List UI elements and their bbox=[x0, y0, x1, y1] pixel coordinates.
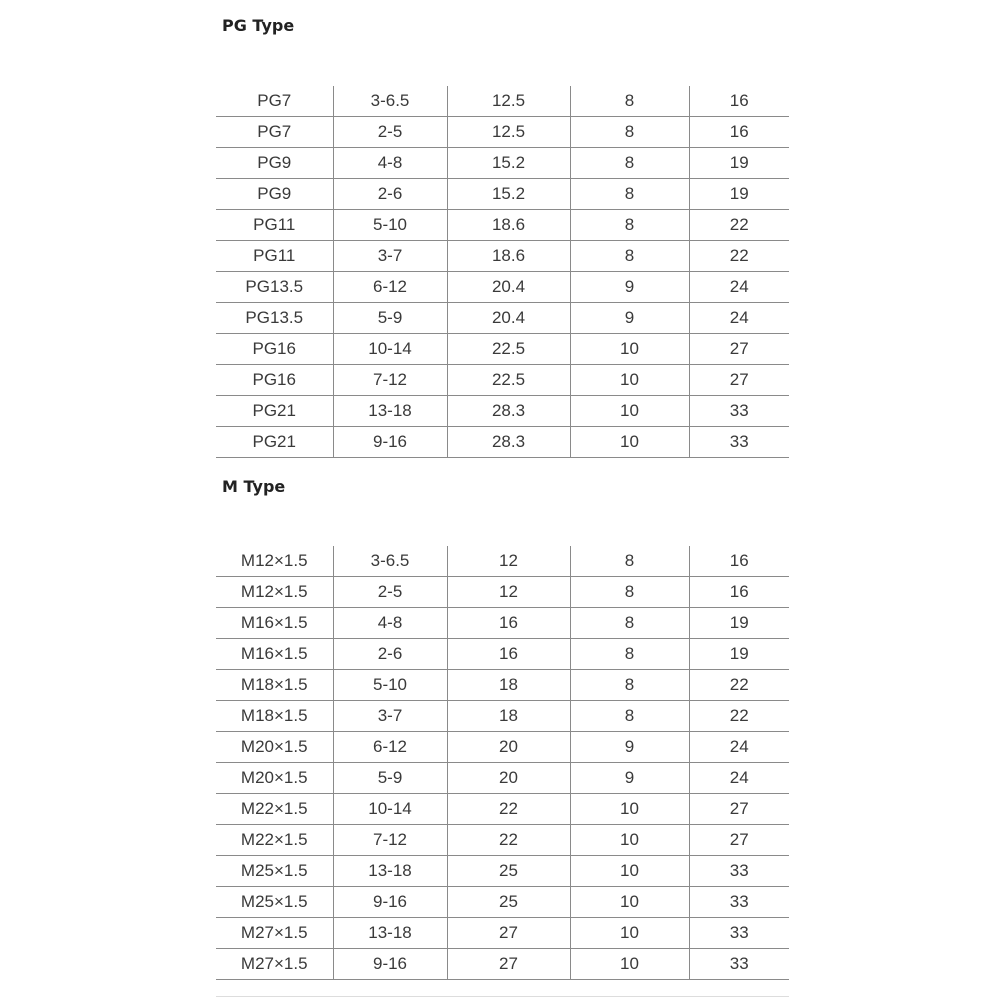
dimension-b-cell: 8 bbox=[570, 86, 689, 117]
dimension-a-cell: 18.6 bbox=[447, 241, 570, 272]
dimension-a-cell: 20 bbox=[447, 732, 570, 763]
table-row bbox=[216, 427, 789, 458]
cable-range-cell: 4-8 bbox=[333, 608, 447, 639]
dimension-b-cell: 9 bbox=[570, 272, 689, 303]
cable-range-cell: 6-12 bbox=[333, 272, 447, 303]
dimension-a-cell: 12 bbox=[447, 577, 570, 608]
thread-size-cell: M16×1.5 bbox=[216, 608, 333, 639]
table-row bbox=[216, 608, 789, 639]
dimension-a-cell: 16 bbox=[447, 639, 570, 670]
thread-size-cell: M22×1.5 bbox=[216, 794, 333, 825]
thread-size-cell: M27×1.5 bbox=[216, 949, 333, 980]
table-row bbox=[216, 949, 789, 980]
pg-type-table bbox=[216, 86, 789, 458]
thread-size-cell: PG9 bbox=[216, 148, 333, 179]
table-row bbox=[216, 794, 789, 825]
dimension-b-cell: 8 bbox=[570, 670, 689, 701]
dimension-a-cell: 20.4 bbox=[447, 303, 570, 334]
dimension-c-cell: 33 bbox=[689, 949, 789, 980]
dimension-a-cell: 18 bbox=[447, 670, 570, 701]
thread-size-cell: M18×1.5 bbox=[216, 701, 333, 732]
thread-size-cell: PG11 bbox=[216, 241, 333, 272]
dimension-c-cell: 33 bbox=[689, 396, 789, 427]
dimension-c-cell: 33 bbox=[689, 887, 789, 918]
dimension-a-cell: 22.5 bbox=[447, 365, 570, 396]
dimension-c-cell: 16 bbox=[689, 577, 789, 608]
dimension-c-cell: 19 bbox=[689, 148, 789, 179]
cable-range-cell: 3-7 bbox=[333, 241, 447, 272]
dimension-c-cell: 24 bbox=[689, 763, 789, 794]
dimension-b-cell: 8 bbox=[570, 179, 689, 210]
table-row bbox=[216, 918, 789, 949]
thread-size-cell: PG16 bbox=[216, 334, 333, 365]
thread-size-cell: M12×1.5 bbox=[216, 546, 333, 577]
dimension-b-cell: 9 bbox=[570, 763, 689, 794]
thread-size-cell: PG21 bbox=[216, 396, 333, 427]
dimension-b-cell: 10 bbox=[570, 396, 689, 427]
dimension-b-cell: 10 bbox=[570, 427, 689, 458]
cable-range-cell: 2-6 bbox=[333, 179, 447, 210]
dimension-a-cell: 25 bbox=[447, 887, 570, 918]
dimension-c-cell: 27 bbox=[689, 334, 789, 365]
dimension-b-cell: 10 bbox=[570, 918, 689, 949]
cable-range-cell: 4-8 bbox=[333, 148, 447, 179]
dimension-c-cell: 22 bbox=[689, 241, 789, 272]
table-row bbox=[216, 763, 789, 794]
thread-size-cell: M20×1.5 bbox=[216, 763, 333, 794]
m-type-table bbox=[216, 546, 789, 980]
table-row bbox=[216, 148, 789, 179]
dimension-b-cell: 8 bbox=[570, 241, 689, 272]
thread-size-cell: PG13.5 bbox=[216, 303, 333, 334]
dimension-a-cell: 22 bbox=[447, 794, 570, 825]
dimension-b-cell: 10 bbox=[570, 887, 689, 918]
dimension-b-cell: 8 bbox=[570, 148, 689, 179]
table-row bbox=[216, 303, 789, 334]
cable-range-cell: 7-12 bbox=[333, 825, 447, 856]
dimension-b-cell: 10 bbox=[570, 856, 689, 887]
dimension-b-cell: 8 bbox=[570, 639, 689, 670]
thread-size-cell: PG13.5 bbox=[216, 272, 333, 303]
thread-size-cell: PG7 bbox=[216, 117, 333, 148]
cable-range-cell: 13-18 bbox=[333, 918, 447, 949]
cable-range-cell: 3-7 bbox=[333, 701, 447, 732]
cable-range-cell: 3-6.5 bbox=[333, 546, 447, 577]
cable-range-cell: 9-16 bbox=[333, 887, 447, 918]
dimension-a-cell: 20 bbox=[447, 763, 570, 794]
dimension-b-cell: 8 bbox=[570, 210, 689, 241]
dimension-c-cell: 24 bbox=[689, 303, 789, 334]
cable-range-cell: 10-14 bbox=[333, 794, 447, 825]
dimension-b-cell: 9 bbox=[570, 303, 689, 334]
dimension-b-cell: 10 bbox=[570, 794, 689, 825]
dimension-b-cell: 9 bbox=[570, 732, 689, 763]
table-row bbox=[216, 272, 789, 303]
dimension-a-cell: 28.3 bbox=[447, 396, 570, 427]
dimension-b-cell: 8 bbox=[570, 608, 689, 639]
cable-range-cell: 9-16 bbox=[333, 427, 447, 458]
dimension-a-cell: 22 bbox=[447, 825, 570, 856]
thread-size-cell: PG7 bbox=[216, 86, 333, 117]
cable-range-cell: 2-6 bbox=[333, 639, 447, 670]
dimension-c-cell: 16 bbox=[689, 546, 789, 577]
dimension-b-cell: 8 bbox=[570, 117, 689, 148]
dimension-a-cell: 15.2 bbox=[447, 148, 570, 179]
dimension-c-cell: 27 bbox=[689, 365, 789, 396]
dimension-b-cell: 8 bbox=[570, 577, 689, 608]
thread-size-cell: PG16 bbox=[216, 365, 333, 396]
thread-size-cell: PG21 bbox=[216, 427, 333, 458]
dimension-b-cell: 10 bbox=[570, 365, 689, 396]
dimension-c-cell: 33 bbox=[689, 427, 789, 458]
thread-size-cell: M20×1.5 bbox=[216, 732, 333, 763]
dimension-b-cell: 8 bbox=[570, 546, 689, 577]
dimension-b-cell: 10 bbox=[570, 334, 689, 365]
dimension-c-cell: 27 bbox=[689, 825, 789, 856]
table-row bbox=[216, 86, 789, 117]
cable-range-cell: 3-6.5 bbox=[333, 86, 447, 117]
table-row bbox=[216, 670, 789, 701]
cable-range-cell: 5-10 bbox=[333, 210, 447, 241]
thread-size-cell: M27×1.5 bbox=[216, 918, 333, 949]
table-row bbox=[216, 179, 789, 210]
cable-range-cell: 13-18 bbox=[333, 856, 447, 887]
table-row bbox=[216, 546, 789, 577]
dimension-c-cell: 33 bbox=[689, 918, 789, 949]
table-row bbox=[216, 365, 789, 396]
table-row bbox=[216, 577, 789, 608]
thread-size-cell: PG11 bbox=[216, 210, 333, 241]
dimension-c-cell: 24 bbox=[689, 272, 789, 303]
cable-range-cell: 9-16 bbox=[333, 949, 447, 980]
table-row bbox=[216, 396, 789, 427]
dimension-a-cell: 12 bbox=[447, 546, 570, 577]
dimension-a-cell: 16 bbox=[447, 608, 570, 639]
thread-size-cell: PG9 bbox=[216, 179, 333, 210]
thread-size-cell: M22×1.5 bbox=[216, 825, 333, 856]
table-row bbox=[216, 825, 789, 856]
dimension-c-cell: 27 bbox=[689, 794, 789, 825]
thread-size-cell: M25×1.5 bbox=[216, 856, 333, 887]
dimension-a-cell: 20.4 bbox=[447, 272, 570, 303]
cable-range-cell: 6-12 bbox=[333, 732, 447, 763]
table-row bbox=[216, 639, 789, 670]
dimension-a-cell: 27 bbox=[447, 949, 570, 980]
dimension-c-cell: 16 bbox=[689, 86, 789, 117]
bottom-divider bbox=[216, 996, 789, 997]
thread-size-cell: M16×1.5 bbox=[216, 639, 333, 670]
table-row bbox=[216, 856, 789, 887]
cable-range-cell: 2-5 bbox=[333, 577, 447, 608]
thread-size-cell: M12×1.5 bbox=[216, 577, 333, 608]
dimension-a-cell: 28.3 bbox=[447, 427, 570, 458]
cable-range-cell: 13-18 bbox=[333, 396, 447, 427]
cable-range-cell: 7-12 bbox=[333, 365, 447, 396]
cable-range-cell: 10-14 bbox=[333, 334, 447, 365]
cable-range-cell: 2-5 bbox=[333, 117, 447, 148]
dimension-a-cell: 18.6 bbox=[447, 210, 570, 241]
dimension-a-cell: 25 bbox=[447, 856, 570, 887]
dimension-a-cell: 22.5 bbox=[447, 334, 570, 365]
dimension-c-cell: 19 bbox=[689, 179, 789, 210]
table-row bbox=[216, 241, 789, 272]
dimension-c-cell: 22 bbox=[689, 210, 789, 241]
dimension-c-cell: 19 bbox=[689, 608, 789, 639]
cable-range-cell: 5-9 bbox=[333, 763, 447, 794]
table-row bbox=[216, 210, 789, 241]
thread-size-cell: M18×1.5 bbox=[216, 670, 333, 701]
m-type-title: M Type bbox=[222, 477, 286, 496]
dimension-a-cell: 15.2 bbox=[447, 179, 570, 210]
table-row bbox=[216, 117, 789, 148]
table-row bbox=[216, 334, 789, 365]
dimension-a-cell: 18 bbox=[447, 701, 570, 732]
dimension-a-cell: 12.5 bbox=[447, 86, 570, 117]
pg-type-title: PG Type bbox=[222, 16, 295, 35]
dimension-b-cell: 10 bbox=[570, 825, 689, 856]
table-row bbox=[216, 887, 789, 918]
dimension-c-cell: 24 bbox=[689, 732, 789, 763]
dimension-b-cell: 8 bbox=[570, 701, 689, 732]
dimension-b-cell: 10 bbox=[570, 949, 689, 980]
cable-range-cell: 5-10 bbox=[333, 670, 447, 701]
dimension-c-cell: 22 bbox=[689, 670, 789, 701]
thread-size-cell: M25×1.5 bbox=[216, 887, 333, 918]
dimension-c-cell: 19 bbox=[689, 639, 789, 670]
cable-range-cell: 5-9 bbox=[333, 303, 447, 334]
table-row bbox=[216, 732, 789, 763]
dimension-a-cell: 27 bbox=[447, 918, 570, 949]
dimension-a-cell: 12.5 bbox=[447, 117, 570, 148]
dimension-c-cell: 33 bbox=[689, 856, 789, 887]
dimension-c-cell: 22 bbox=[689, 701, 789, 732]
table-row bbox=[216, 701, 789, 732]
dimension-c-cell: 16 bbox=[689, 117, 789, 148]
